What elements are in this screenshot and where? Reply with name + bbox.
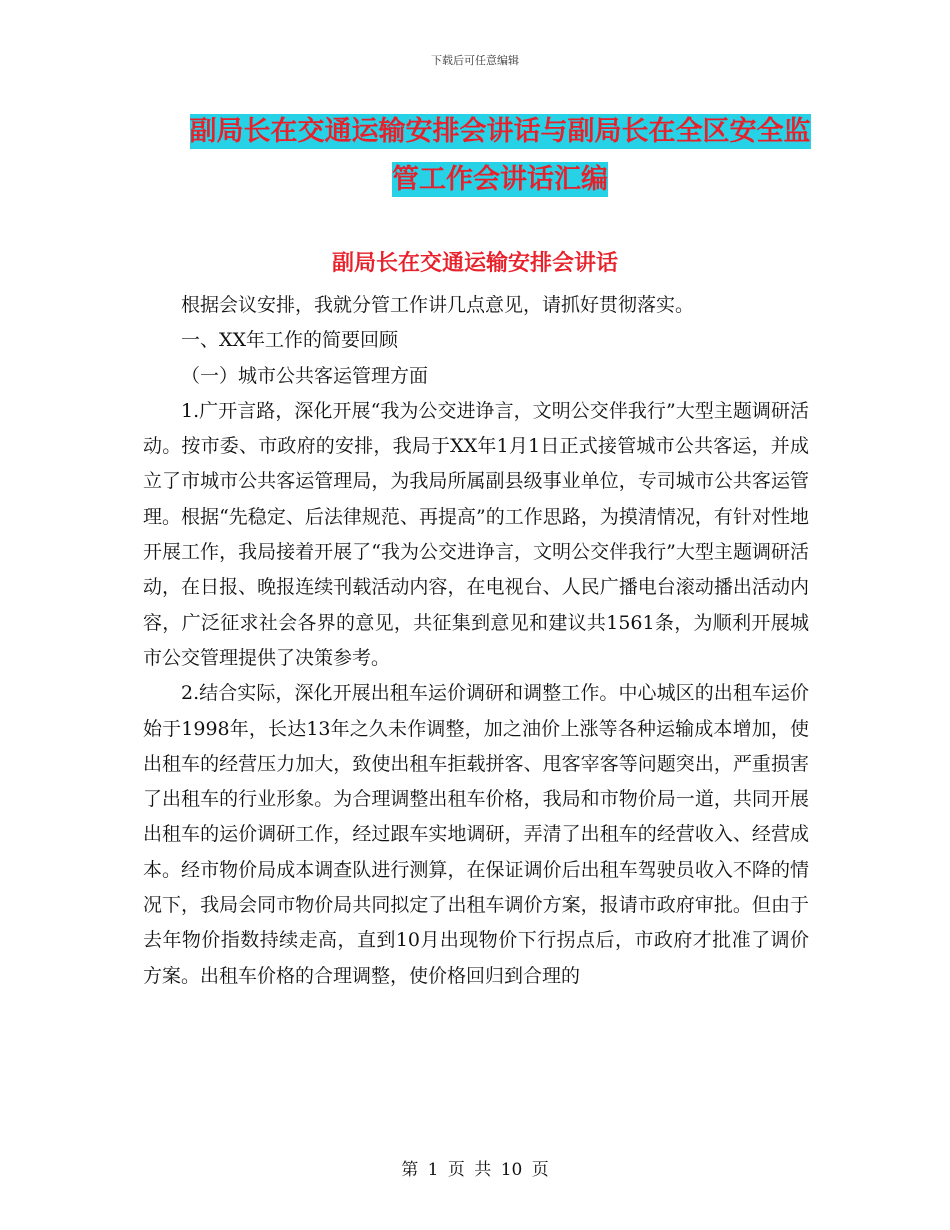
page-number: 第 1 页 共 10 页 [401, 1160, 549, 1180]
document-title-line-2: 管工作会讲话汇编 [392, 164, 608, 195]
document-title-line-1: 副局长在交通运输安排会讲话与副局长在全区安全监 [189, 116, 811, 147]
paragraph: 1.广开言路，深化开展“我为公交进诤言，文明公交伴我行”大型主题调研活动。按市委、市政府的安排，我局于XX年1月1日正式接管城市公共客运，并成立了市城市公共客运管理局，为我局所属副县级事业单位，专司城市公共客运管理。根据“先稳定、后法律规范、再提高”的工作思路，为摸清情况，有针对性地开展工作，我局接着开展了“我为公交进诤言，文明公交伴我行”大型主题调研活动，在日报、晚报连续刊载活动内容，在电视台、人民广播电台滚动播出活动内容，广泛征求社会各界的意见，共征集到意见和建议共1561条，为顺利开展城市公交管理提供了决策参考。 [143, 399, 809, 669]
paragraph: 根据会议安排，我就分管工作讲几点意见，请抓好贯彻落实。 [181, 294, 695, 316]
document-title [140, 108, 860, 204]
paragraph: 2.结合实际，深化开展出租车运价调研和调整工作。中心城区的出租车运价始于1998年，长达13年之久未作调整，加之油价上涨等各种运输成本增加，使出租车的经营压力加大，致使出租车拒载拼客、甩客宰客等问题突出，严重损害了出租车的行业形象。为合理调整出租车价格，我局和市物价局一道，共同开展出租车的运价调研工作，经过跟车实地调研，弄清了出租车的经营收入、经营成本。经市物价局成本调查队进行测算，在保证调价后出租车驾驶员收入不降的情况下，我局会同市物价局共同拟定了出租车调价方案，报请市政府审批。但由于去年物价指数持续走高，直到10月出现物价下行拐点后，市政府才批准了调价方案。出租车价格的合理调整，使价格回归到合理的 [143, 682, 809, 987]
document-body [143, 288, 809, 994]
heading-level-1: 一、XX年工作的简要回顾 [181, 329, 399, 352]
section-title: 副局长在交通运输安排会讲话 [331, 251, 618, 276]
heading-level-2: （一）城市公共客运管理方面 [181, 364, 429, 387]
page-header: 下载后可任意编辑 [431, 54, 519, 67]
